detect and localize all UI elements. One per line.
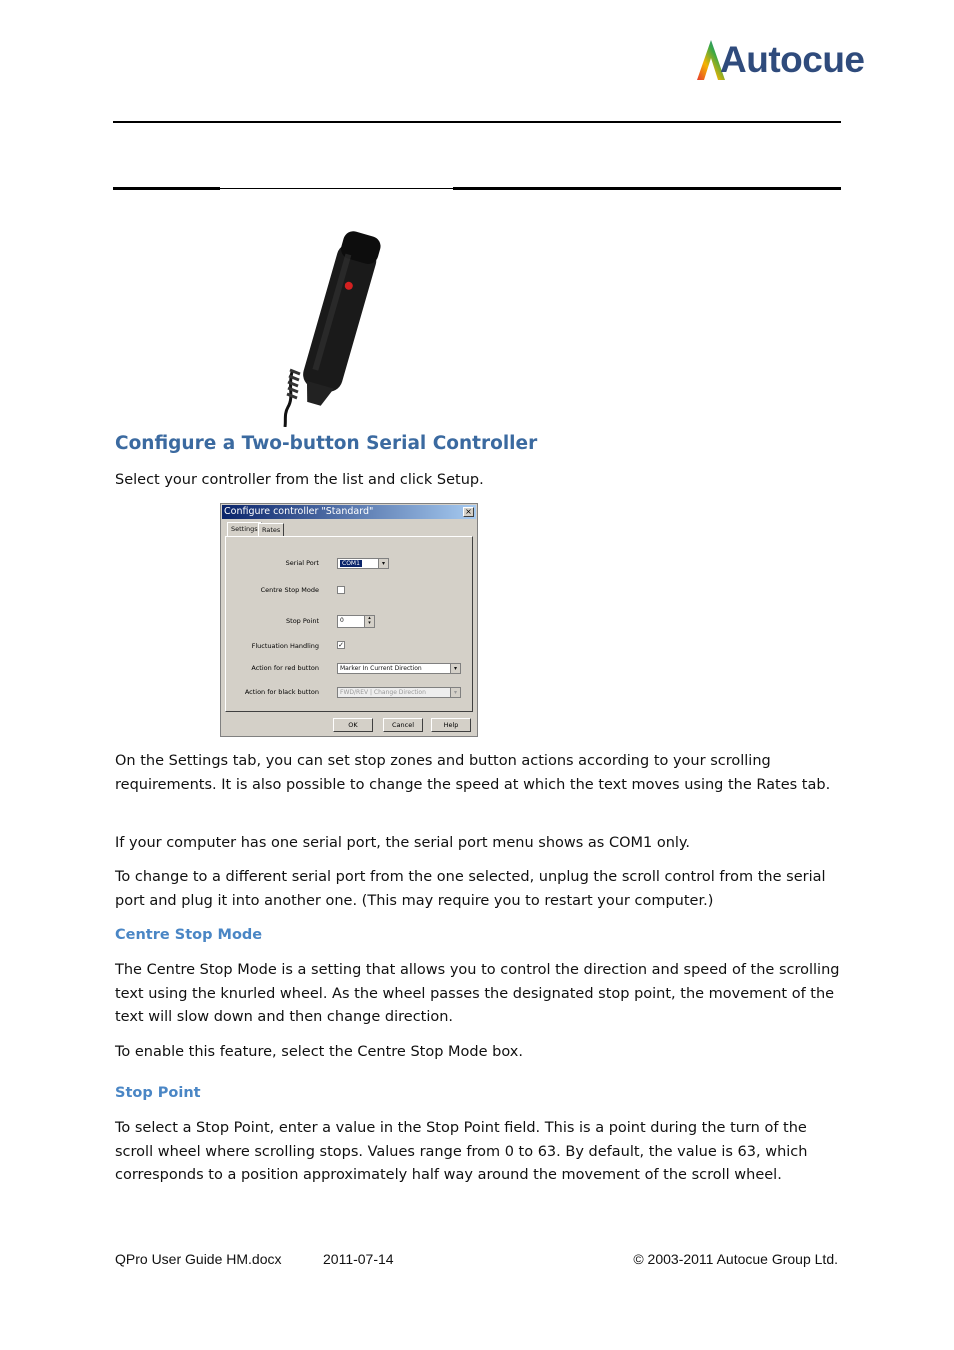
logo-text: Autocue: [720, 39, 865, 80]
paragraph-stop-point: To select a Stop Point, enter a value in the Stop Point field. This is a point during the turn of the scroll wheel where scrolling stops. Values range from 0 to 63. By default, the value is 63, which corresponds to a position approximately half way around the movement of the scroll wheel.: [115, 1120, 808, 1184]
paragraph-centre-stop: The Centre Stop Mode is a setting that allows you to control the direction and speed of the scrolling text using the knurled wheel. As the wheel passes the designated stop point, the movement of the text will slow down and then change direction.: [115, 962, 840, 1026]
intro-text: Select your controller from the list and click Setup.: [115, 472, 484, 488]
red-button-label: Action for red button: [251, 664, 319, 672]
red-button-select[interactable]: [337, 663, 461, 674]
fluctuation-checkbox[interactable]: ✓: [338, 641, 344, 649]
dialog-title: Configure controller "Standard": [224, 506, 374, 517]
paragraph-serial-port: If your computer has one serial port, the serial port menu shows as COM1 only.: [115, 835, 691, 851]
tab-rates[interactable]: Rates: [258, 523, 284, 536]
ok-button[interactable]: OK: [333, 718, 373, 732]
configure-controller-dialog: [220, 503, 478, 737]
paragraph-enable-centre-stop: To enable this feature, select the Centre Stop Mode box.: [115, 1044, 523, 1060]
stop-point-input[interactable]: [337, 615, 375, 628]
cancel-button[interactable]: Cancel: [383, 718, 423, 732]
divider-rule-middle: [220, 188, 453, 189]
stop-point-heading: Stop Point: [115, 1085, 201, 1101]
black-button-label: Action for black button: [244, 688, 319, 696]
centre-stop-label: Centre Stop Mode: [260, 586, 319, 594]
serial-port-label: Serial Port: [285, 559, 319, 567]
footer-date: 2011-07-14: [323, 1251, 394, 1267]
footer-filename: QPro User Guide HM.docx: [115, 1251, 282, 1267]
section-heading: Configure a Two-button Serial Controller: [115, 433, 538, 454]
help-button[interactable]: Help: [431, 718, 471, 732]
black-button-select[interactable]: [337, 687, 461, 698]
paragraph-change-port: To change to a different serial port from the one selected, unplug the scroll control from the serial port and plug it into another one. (This may require you to restart your computer.): [115, 869, 826, 909]
divider-rule-left: [113, 187, 220, 190]
tab-settings[interactable]: Settings: [227, 522, 262, 536]
serial-port-value: COM1: [342, 560, 360, 567]
stop-point-label: Stop Point: [286, 617, 319, 625]
paragraph-settings-tab: On the Settings tab, you can set stop zones and button actions according to your scrolling requirements. It is also possible to change the speed at which the text moves using the Rates tab.: [115, 753, 831, 793]
chevron-down-icon: ▾: [450, 664, 460, 673]
serial-port-select[interactable]: [337, 558, 389, 569]
chevron-down-icon: ▾: [378, 559, 388, 568]
controller-photo: [270, 222, 390, 427]
centre-stop-heading: Centre Stop Mode: [115, 927, 263, 943]
centre-stop-checkbox[interactable]: [337, 586, 345, 594]
footer-copyright: © 2003-2011 Autocue Group Ltd.: [633, 1251, 838, 1267]
red-button-value: Marker In Current Direction: [340, 665, 422, 672]
autocue-logo: [696, 38, 876, 84]
black-button-value: FWD/REV | Change Direction: [340, 689, 426, 696]
close-icon[interactable]: ×: [463, 507, 474, 517]
stop-point-value: 0: [340, 617, 344, 624]
chevron-down-icon: ▾: [450, 688, 460, 697]
settings-panel: [225, 536, 473, 712]
fluctuation-label: Fluctuation Handling: [251, 642, 319, 650]
dialog-titlebar: [222, 505, 476, 519]
spinner-icon[interactable]: ▴ ▾: [364, 616, 374, 627]
header-rule: [113, 121, 841, 123]
divider-rule-right: [453, 187, 841, 190]
